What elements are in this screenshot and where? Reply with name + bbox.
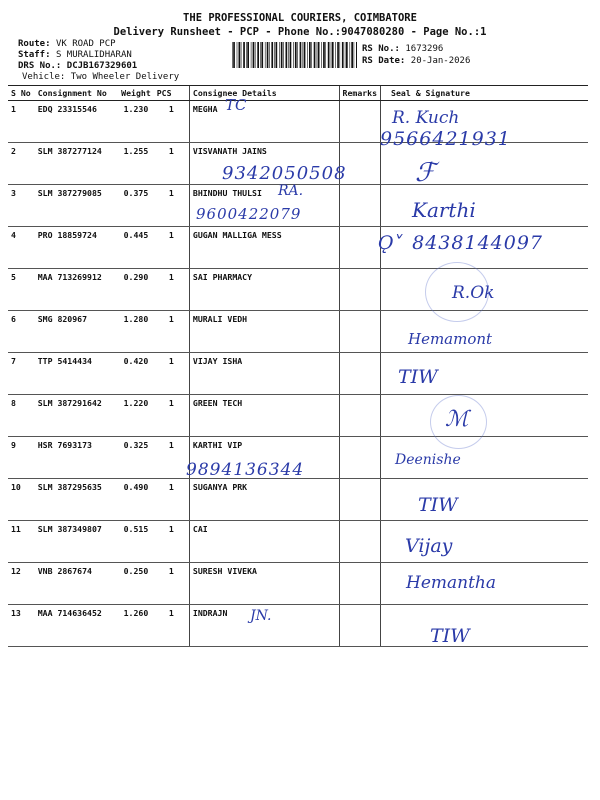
cell-sno: 3 bbox=[8, 185, 35, 227]
col-header-sno: S No bbox=[8, 86, 35, 101]
cell-pcs: 1 bbox=[154, 521, 190, 563]
cell-signature bbox=[381, 311, 588, 353]
cell-sno: 7 bbox=[8, 353, 35, 395]
col-header-consignment: Consignment No bbox=[35, 86, 118, 101]
cell-consignment: HSR 7693173 bbox=[35, 437, 118, 479]
cell-weight: 1.260 bbox=[118, 605, 154, 647]
rs-no-label: RS No.: bbox=[362, 44, 400, 54]
cell-weight: 0.290 bbox=[118, 269, 154, 311]
cell-consignment: SLM 387291642 bbox=[35, 395, 118, 437]
cell-remarks bbox=[339, 311, 381, 353]
handwritten-signature: Deenishe bbox=[395, 452, 461, 468]
table-row bbox=[8, 101, 588, 143]
cell-weight: 0.325 bbox=[118, 437, 154, 479]
col-header-remarks: Remarks bbox=[339, 86, 381, 101]
cell-consignee: CAI bbox=[189, 521, 339, 563]
cell-sno: 1 bbox=[8, 101, 35, 143]
cell-weight: 0.250 bbox=[118, 563, 154, 605]
table-row bbox=[8, 479, 588, 521]
staff-line bbox=[18, 50, 132, 60]
cell-consignee: MURALI VEDH bbox=[189, 311, 339, 353]
handwritten-signature: R. Kuch bbox=[392, 108, 460, 128]
cell-sno: 11 bbox=[8, 521, 35, 563]
handwritten-note: RA. bbox=[278, 183, 304, 199]
cell-consignment: SMG 820967 bbox=[35, 311, 118, 353]
route-line bbox=[18, 39, 116, 49]
cell-pcs: 1 bbox=[154, 185, 190, 227]
cell-sno: 2 bbox=[8, 143, 35, 185]
rs-date-line bbox=[362, 56, 470, 66]
cell-weight: 0.490 bbox=[118, 479, 154, 521]
cell-signature bbox=[381, 353, 588, 395]
cell-remarks bbox=[339, 353, 381, 395]
cell-consignee: INDRAJN bbox=[189, 605, 339, 647]
cell-consignment: PRO 18859724 bbox=[35, 227, 118, 269]
cell-remarks bbox=[339, 479, 381, 521]
drs-label: DRS No.: bbox=[18, 61, 62, 71]
cell-consignee: GUGAN MALLIGA MESS bbox=[189, 227, 339, 269]
rs-no-value: 1673296 bbox=[405, 44, 444, 54]
handwritten-phone: 9342050508 bbox=[222, 163, 347, 184]
cell-signature bbox=[381, 185, 588, 227]
cell-pcs: 1 bbox=[154, 143, 190, 185]
table-row bbox=[8, 605, 588, 647]
table-header-row bbox=[8, 86, 588, 101]
cell-pcs: 1 bbox=[154, 563, 190, 605]
cell-remarks bbox=[339, 269, 381, 311]
cell-sno: 4 bbox=[8, 227, 35, 269]
route-label: Route: bbox=[18, 39, 51, 49]
rs-no-line bbox=[362, 44, 443, 54]
cell-sno: 8 bbox=[8, 395, 35, 437]
barcode bbox=[232, 42, 357, 68]
cell-pcs: 1 bbox=[154, 269, 190, 311]
cell-signature bbox=[381, 437, 588, 479]
handwritten-signature: TIW bbox=[430, 625, 470, 647]
cell-weight: 1.220 bbox=[118, 395, 154, 437]
cell-remarks bbox=[339, 521, 381, 563]
handwritten-phone: 8438144097 bbox=[412, 232, 544, 254]
route-value: VK ROAD PCP bbox=[55, 39, 116, 49]
cell-consignment: MAA 714636452 bbox=[35, 605, 118, 647]
cell-consignment: SLM 387279085 bbox=[35, 185, 118, 227]
cell-consignment: EDQ 23315546 bbox=[35, 101, 118, 143]
cell-signature bbox=[381, 521, 588, 563]
cell-consignee: BHINDHU THULSI bbox=[189, 185, 339, 227]
table-row bbox=[8, 227, 588, 269]
initial-mark: Ǫ˅ bbox=[378, 232, 413, 254]
vehicle-label: Vehicle: bbox=[22, 72, 66, 82]
handwritten-signature: TIW bbox=[398, 366, 438, 388]
cell-weight: 1.230 bbox=[118, 101, 154, 143]
cell-consignment: TTP 5414434 bbox=[35, 353, 118, 395]
cell-remarks bbox=[339, 227, 381, 269]
cell-signature bbox=[381, 143, 588, 185]
cell-signature bbox=[381, 605, 588, 647]
handwritten-signature: ℱ bbox=[415, 158, 436, 188]
col-header-pcs: PCS bbox=[154, 86, 190, 101]
cell-remarks bbox=[339, 101, 381, 143]
cell-signature bbox=[381, 563, 588, 605]
cell-remarks bbox=[339, 185, 381, 227]
handwritten-note: JN. bbox=[250, 608, 272, 624]
cell-remarks bbox=[339, 437, 381, 479]
staff-value: S MURALIDHARAN bbox=[55, 50, 132, 60]
handwritten-signature: Vijay bbox=[405, 535, 453, 557]
handwritten-signature: ℳ bbox=[445, 407, 469, 432]
cell-weight: 0.515 bbox=[118, 521, 154, 563]
cell-weight: 0.445 bbox=[118, 227, 154, 269]
cell-consignment: SLM 387277124 bbox=[35, 143, 118, 185]
cell-pcs: 1 bbox=[154, 479, 190, 521]
rs-date-label: RS Date: bbox=[362, 56, 406, 66]
drs-line bbox=[18, 61, 137, 71]
drs-value: DCJB167329601 bbox=[66, 61, 138, 71]
cell-weight: 1.280 bbox=[118, 311, 154, 353]
runsheet-table bbox=[8, 85, 588, 647]
cell-pcs: 1 bbox=[154, 101, 190, 143]
cell-consignee: VISVANATH JAINS bbox=[189, 143, 339, 185]
cell-sno: 13 bbox=[8, 605, 35, 647]
staff-label: Staff: bbox=[18, 50, 51, 60]
handwritten-phone: 9600422079 bbox=[196, 205, 302, 223]
company-title: THE PROFESSIONAL COURIERS, COIMBATORE bbox=[183, 12, 417, 24]
cell-consignee: SUGANYA PRK bbox=[189, 479, 339, 521]
cell-consignment: SLM 387349807 bbox=[35, 521, 118, 563]
table-row bbox=[8, 437, 588, 479]
cell-sno: 10 bbox=[8, 479, 35, 521]
cell-consignee: SAI PHARMACY bbox=[189, 269, 339, 311]
cell-remarks bbox=[339, 605, 381, 647]
cell-consignee: GREEN TECH bbox=[189, 395, 339, 437]
table-row bbox=[8, 563, 588, 605]
cell-consignee: KARTHI VIP bbox=[189, 437, 339, 479]
cell-consignment: VNB 2867674 bbox=[35, 563, 118, 605]
table-row bbox=[8, 143, 588, 185]
cell-remarks bbox=[339, 395, 381, 437]
cell-sno: 12 bbox=[8, 563, 35, 605]
col-header-signature: Seal & Signature bbox=[381, 86, 588, 101]
handwritten-phone: 9894136344 bbox=[186, 460, 305, 480]
cell-remarks bbox=[339, 143, 381, 185]
cell-signature bbox=[381, 479, 588, 521]
table-row bbox=[8, 353, 588, 395]
cell-consignee: MEGHA bbox=[189, 101, 339, 143]
table-row bbox=[8, 311, 588, 353]
seal-stamp bbox=[430, 395, 487, 449]
cell-pcs: 1 bbox=[154, 353, 190, 395]
handwritten-phone: 9566421931 bbox=[380, 128, 511, 150]
col-header-weight: Weight bbox=[118, 86, 154, 101]
cell-sno: 6 bbox=[8, 311, 35, 353]
vehicle-line bbox=[22, 72, 179, 82]
cell-pcs: 1 bbox=[154, 227, 190, 269]
col-header-consignee: Consignee Details bbox=[189, 86, 339, 101]
rs-date-value: 20-Jan-2026 bbox=[410, 56, 471, 66]
cell-consignment: SLM 387295635 bbox=[35, 479, 118, 521]
runsheet-subtitle: Delivery Runsheet - PCP - Phone No.:9047080280 - Page No.:1 bbox=[113, 26, 487, 38]
seal-stamp bbox=[425, 262, 489, 322]
cell-consignee: VIJAY ISHA bbox=[189, 353, 339, 395]
cell-pcs: 1 bbox=[154, 605, 190, 647]
cell-pcs: 1 bbox=[154, 395, 190, 437]
cell-signature bbox=[381, 227, 588, 269]
handwritten-signature: Karthi bbox=[412, 198, 476, 222]
handwritten-signature: TIW bbox=[418, 494, 458, 516]
cell-sno: 9 bbox=[8, 437, 35, 479]
cell-weight: 0.375 bbox=[118, 185, 154, 227]
handwritten-signature: Hemantha bbox=[406, 573, 497, 593]
table-row bbox=[8, 395, 588, 437]
cell-pcs: 1 bbox=[154, 437, 190, 479]
handwritten-signature: R.Ok bbox=[452, 283, 495, 303]
table-row bbox=[8, 185, 588, 227]
cell-pcs: 1 bbox=[154, 311, 190, 353]
cell-weight: 1.255 bbox=[118, 143, 154, 185]
table-row bbox=[8, 269, 588, 311]
handwritten-note: TC bbox=[225, 96, 247, 114]
cell-sno: 5 bbox=[8, 269, 35, 311]
cell-signature bbox=[381, 101, 588, 143]
table-row bbox=[8, 521, 588, 563]
cell-consignment: MAA 713269912 bbox=[35, 269, 118, 311]
vehicle-value: Two Wheeler Delivery bbox=[70, 72, 180, 82]
cell-remarks bbox=[339, 563, 381, 605]
cell-weight: 0.420 bbox=[118, 353, 154, 395]
handwritten-signature: Hemamont bbox=[408, 330, 493, 348]
cell-consignee: SURESH VIVEKA bbox=[189, 563, 339, 605]
